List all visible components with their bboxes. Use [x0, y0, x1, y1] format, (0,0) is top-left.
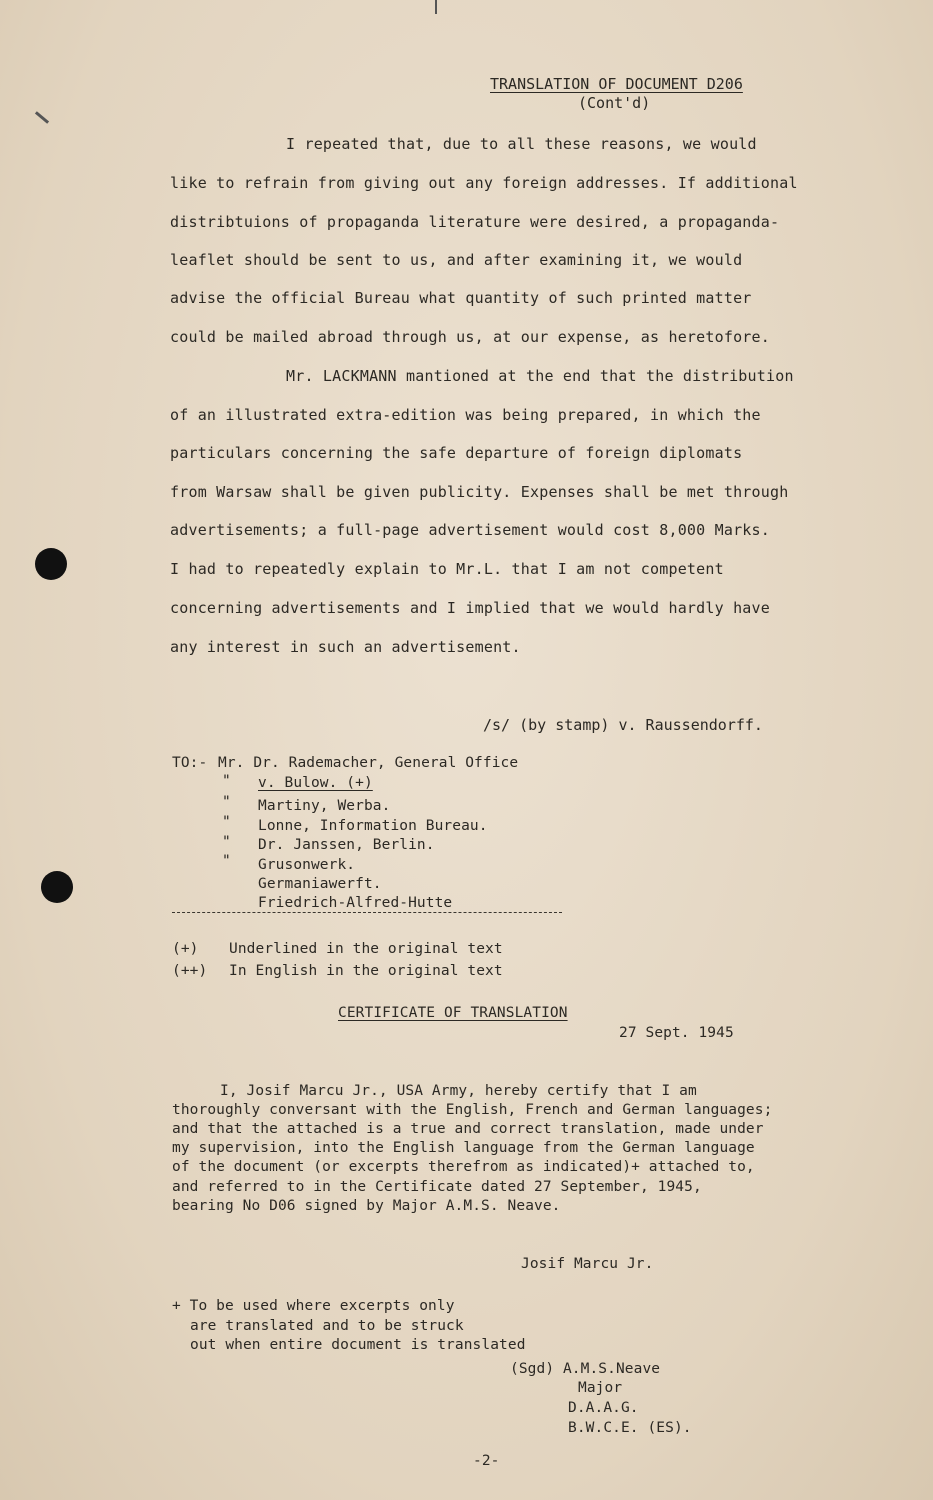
- certificate-line: and that the attached is a true and correct translation, made under: [172, 1121, 764, 1137]
- body-line: concerning advertisements and I implied that we would hardly have: [170, 599, 770, 617]
- document-subtitle: (Cont'd): [578, 94, 651, 112]
- footnote-text: Underlined in the original text: [229, 941, 503, 957]
- footnote-mark: (+): [172, 941, 199, 957]
- ink-mark: [435, 0, 437, 14]
- body-line: advise the official Bureau what quantity of such printed matter: [170, 289, 752, 307]
- certificate-line: and referred to in the Certificate dated 27 September, 1945,: [172, 1179, 702, 1195]
- distribution-item: Mr. Dr. Rademacher, General Office: [218, 755, 519, 771]
- body-line: could be mailed abroad through us, at our expense, as heretofore.: [170, 328, 770, 346]
- body-line: particulars concerning the safe departure of foreign diplomats: [170, 444, 743, 462]
- ditto-mark: ": [222, 853, 231, 869]
- footnote-mark: (++): [172, 963, 208, 979]
- punch-hole-top: [35, 548, 67, 580]
- distribution-item: v. Bulow. (+): [258, 775, 373, 791]
- distribution-item: Dr. Janssen, Berlin.: [258, 837, 435, 853]
- body-line: from Warsaw shall be given publicity. Expenses shall be met through: [170, 483, 789, 501]
- certificate-signer: Josif Marcu Jr.: [521, 1256, 654, 1272]
- body-line: leaflet should be sent to us, and after examining it, we would: [170, 251, 743, 269]
- note-line: are translated and to be struck: [190, 1318, 464, 1334]
- ditto-mark: ": [222, 834, 231, 850]
- page-number: -2-: [473, 1453, 500, 1469]
- document-title: TRANSLATION OF DOCUMENT D206: [490, 75, 743, 93]
- ink-mark: [35, 111, 49, 124]
- ditto-mark: ": [222, 814, 231, 830]
- distribution-prefix: TO:-: [172, 755, 208, 771]
- certificate-line: my supervision, into the English language from the German language: [172, 1140, 755, 1156]
- body-line: I repeated that, due to all these reasons, we would: [286, 135, 757, 153]
- countersign-line: (Sgd) A.M.S.Neave: [510, 1361, 661, 1377]
- signature-line: /s/ (by stamp) v. Raussendorff.: [483, 716, 763, 734]
- distribution-item: Grusonwerk.: [258, 857, 356, 873]
- ditto-mark: ": [222, 773, 231, 789]
- body-line: I had to repeatedly explain to Mr.L. that I am not competent: [170, 560, 724, 578]
- body-line: advertisements; a full-page advertisement would cost 8,000 Marks.: [170, 521, 770, 539]
- certificate-line: thoroughly conversant with the English, French and German languages;: [172, 1102, 773, 1118]
- body-line: like to refrain from giving out any foreign addresses. If additional: [170, 174, 798, 192]
- countersign-line: Major: [578, 1380, 623, 1396]
- body-line: any interest in such an advertisement.: [170, 638, 521, 656]
- body-line: of an illustrated extra-edition was being prepared, in which the: [170, 406, 761, 424]
- certificate-line: bearing No D06 signed by Major A.M.S. Neave.: [172, 1198, 561, 1214]
- certificate-line: I, Josif Marcu Jr., USA Army, hereby certify that I am: [220, 1083, 697, 1099]
- countersign-line: B.W.C.E. (ES).: [568, 1420, 692, 1436]
- certificate-line: of the document (or excerpts therefrom as indicated)+ attached to,: [172, 1159, 755, 1175]
- certificate-heading: CERTIFICATE OF TRANSLATION: [338, 1005, 568, 1021]
- punch-hole-bottom: [41, 871, 73, 903]
- distribution-item: Friedrich-Alfred-Hutte: [258, 895, 453, 911]
- distribution-item: Martiny, Werba.: [258, 798, 391, 814]
- note-line: + To be used where excerpts only: [172, 1298, 455, 1314]
- countersign-line: D.A.A.G.: [568, 1400, 639, 1416]
- ditto-mark: ": [222, 794, 231, 810]
- body-line: distribtuions of propaganda literature were desired, a propaganda-: [170, 213, 780, 231]
- distribution-rule: [172, 912, 562, 913]
- certificate-date: 27 Sept. 1945: [619, 1025, 734, 1041]
- body-line: Mr. LACKMANN mantioned at the end that the distribution: [286, 367, 794, 385]
- distribution-item: Lonne, Information Bureau.: [258, 818, 488, 834]
- note-line: out when entire document is translated: [190, 1337, 526, 1353]
- footnote-text: In English in the original text: [229, 963, 503, 979]
- distribution-item: Germaniawerft.: [258, 876, 382, 892]
